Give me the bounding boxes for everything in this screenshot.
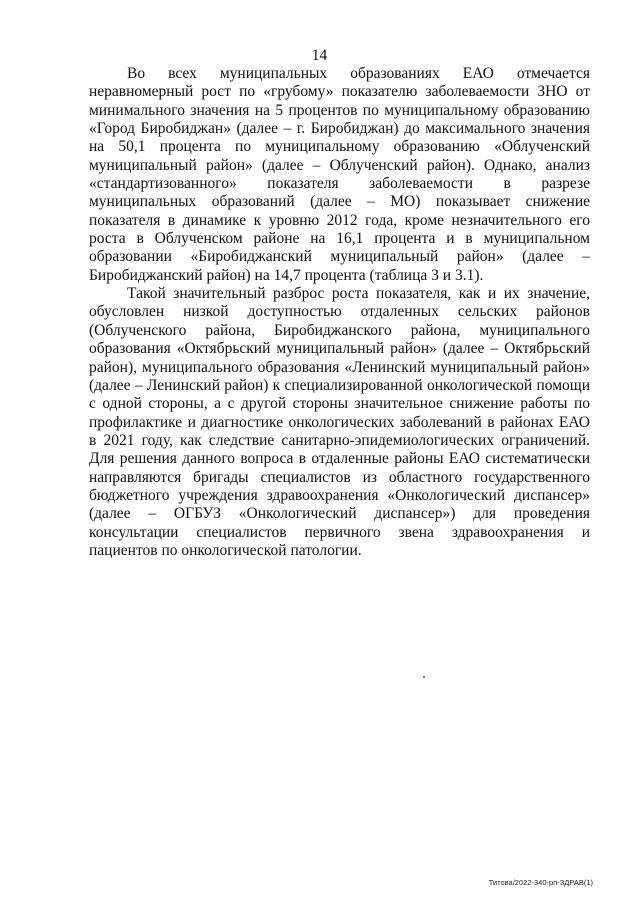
paragraph-incidence-growth: Во всех муниципальных образованиях ЕАО отмечается неравномерный рост по «грубому» показателю заболеваемости ЗНО от минимального значения на 5 процентов по муниципальному образованию «Город Биробиджан» (далее – г. Биробиджан) до максимального значения на 50,1 процента по муниципальному образованию «Облученский муниципальный район» (далее – Облученский район). Однако, анализ «стандартизованного» показателя заболеваемости в разрезе муниципальных образований (далее – МО) показывает снижение показателя в динамике к уровню 2012 года, кроме незначительного его роста в Облученском районе на 16,1 процента и в муниципальном образовании «Биробиджанский муниципальный район» (далее – Биробиджанский район) на 14,7 процента (таблица 3 и 3.1). (89, 65, 590, 284)
scan-speck (423, 676, 425, 678)
document-body (89, 65, 590, 560)
paragraph-access-issues: Такой значительный разброс роста показателя, как и их значение, обусловлен низкой доступностью отдаленных сельских районов (Облученского района, Биробиджанского района, муниципального образования «Октябрьский муниципальный район» (далее – Октябрьский район), муниципального образования «Ленинский муниципальный район» (далее – Ленинский район) к специализированной онкологической помощи с одной стороны, а с другой стороны значительное снижение работы по профилактике и диагностике онкологических заболеваний в районах ЕАО в 2021 году, как следствие санитарно-эпидемиологических ограничений. Для решения данного вопроса в отдаленные районы ЕАО систематически направляются бригады специалистов из областного государственного бюджетного учреждения здравоохранения «Онкологический диспансер» (далее – ОГБУЗ «Онкологический диспансер») для проведения консультации специалистов первичного звена здравоохранения и пациентов по онкологической патологии. (89, 285, 590, 559)
document-code: Титова/2022-340-рп-ЗДРАВ(1) (488, 878, 593, 887)
page-number: 14 (311, 47, 328, 64)
